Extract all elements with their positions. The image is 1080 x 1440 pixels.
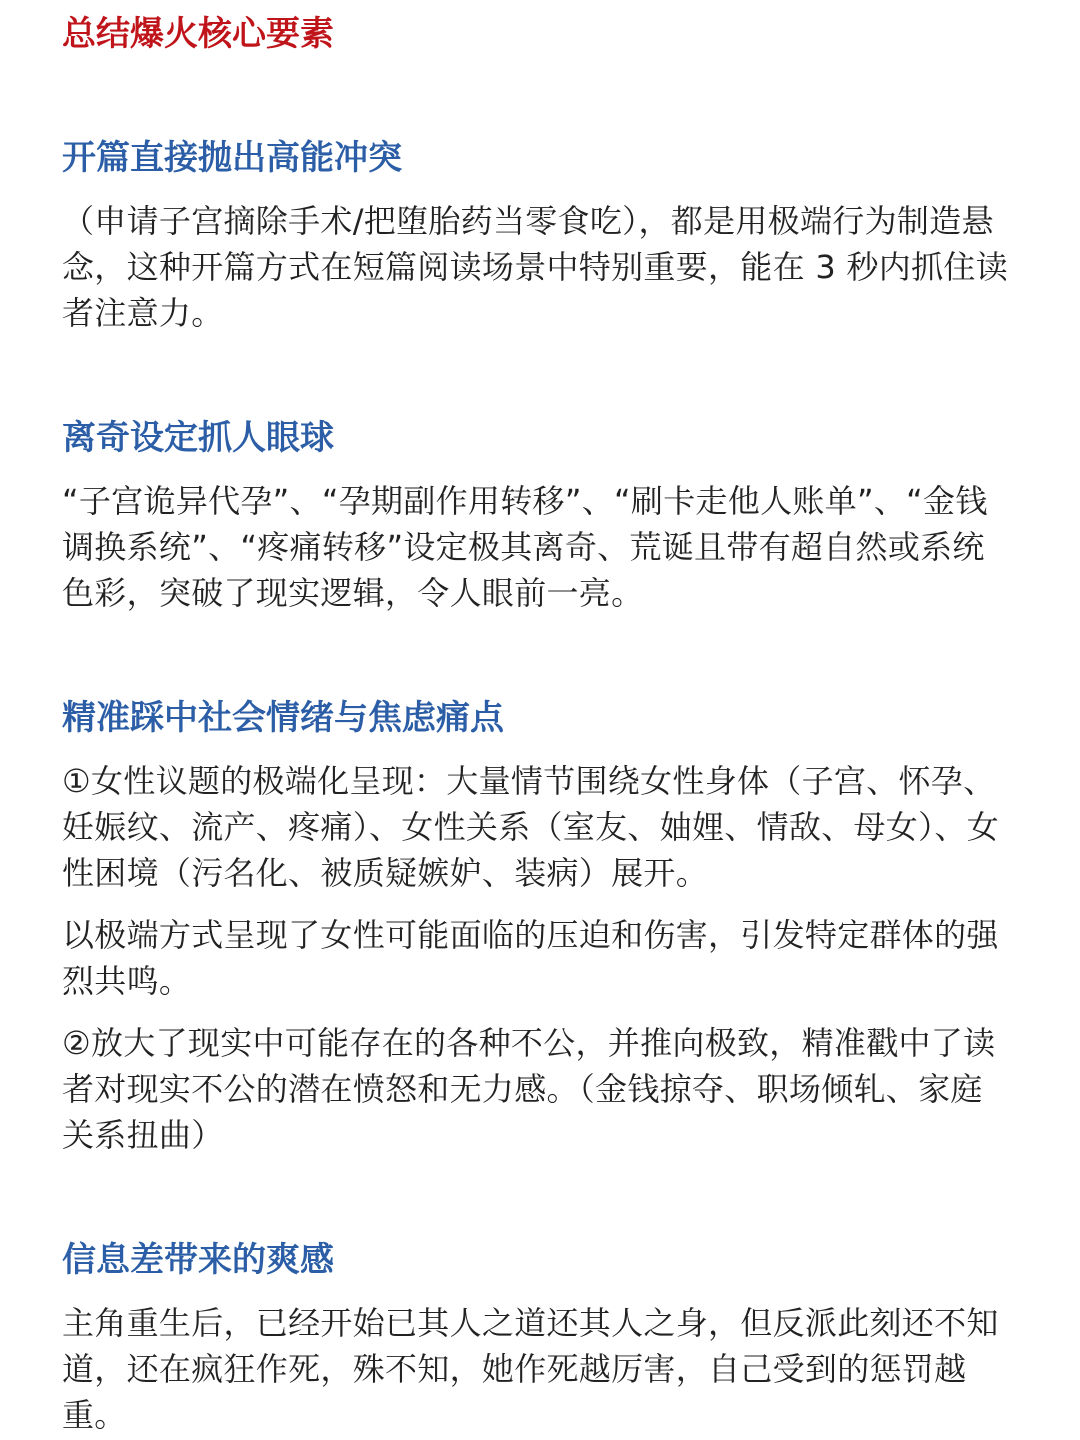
section-paragraph-resonance: 以极端方式呈现了女性可能面临的压迫和伤害，引发特定群体的强烈共鸣。 [62, 916, 999, 1000]
section-paragraph-opening-conflict: （申请子宫摘除手术/把堕胎药当零食吃），都是用极端行为制造悬念，这种开篇方式在短篇阅读场景中特别重要，能在 3 秒内抓住读者注意力。 [62, 202, 1009, 332]
section-paragraph-injustice: ②放大了现实中可能存在的各种不公，并推向极致，精准戳中了读者对现实不公的潜在愤怒和无力感。（金钱掠夺、职场倾轧、家庭关系扭曲） [62, 1024, 996, 1154]
section-heading-information-gap: 信息差带来的爽感 [62, 1240, 334, 1280]
section-heading-social-emotion: 精准踩中社会情绪与焦虑痛点 [62, 698, 504, 738]
section-paragraph-bizarre-setting: “子宫诡异代孕”、“孕期副作用转移”、“刷卡走他人账单”、“金钱调换系统”、“疼痛转移”设定极其离奇、荒诞且带有超自然或系统色彩，突破了现实逻辑，令人眼前一亮。 [62, 482, 988, 612]
section-heading-bizarre-setting: 离奇设定抓人眼球 [62, 418, 334, 458]
section-paragraph-information-gap: 主角重生后，已经开始已其人之道还其人之身，但反派此刻还不知道，还在疯狂作死，殊不知，她作死越厉害，自己受到的惩罚越重。 [62, 1304, 999, 1434]
section-heading-opening-conflict: 开篇直接抛出高能冲突 [62, 138, 402, 178]
section-paragraph-female-issues: ①女性议题的极端化呈现：大量情节围绕女性身体（子宫、怀孕、妊娠纹、流产、疼痛）、女性关系（室友、妯娌、情敌、母女）、女性困境（污名化、被质疑嫉妒、装病）展开。 [62, 762, 1000, 892]
page-title: 总结爆火核心要素 [62, 14, 334, 54]
